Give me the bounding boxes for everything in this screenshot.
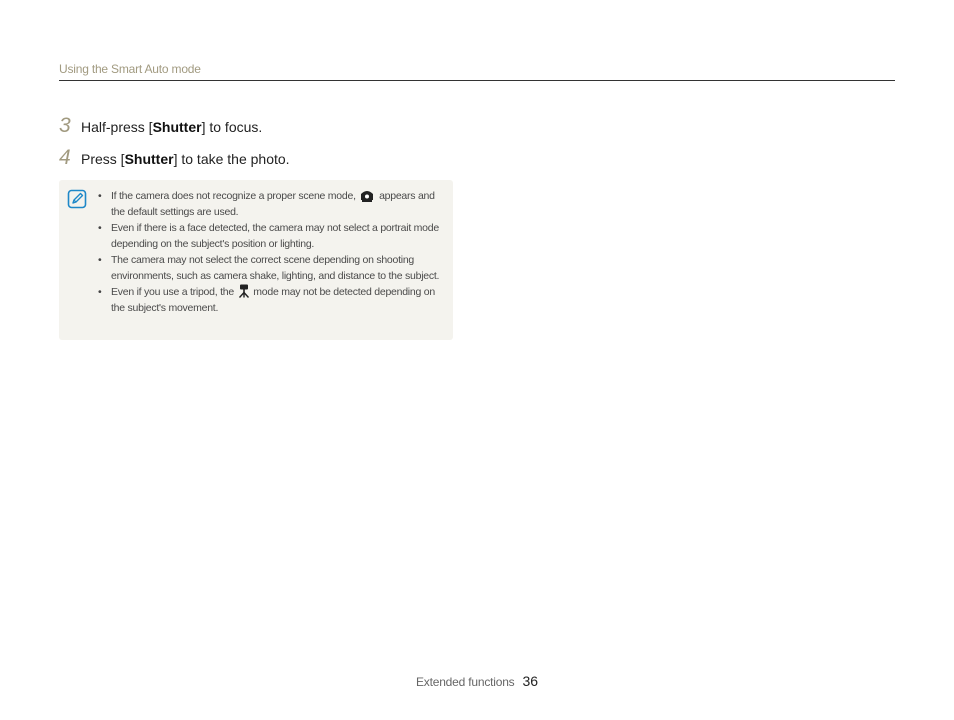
step-text-post: ] to take the photo.	[173, 151, 290, 167]
note-text: Even if there is a face detected, the camera may not select a portrait mode depending on the subject's position or lighting.	[111, 222, 439, 250]
header-divider	[59, 80, 895, 81]
note-item	[97, 188, 447, 220]
note-item	[97, 252, 447, 284]
shutter-key-label: Shutter	[124, 151, 174, 167]
step-4	[59, 146, 290, 170]
note-item	[97, 220, 447, 252]
note-text: The camera may not select the correct scene depending on shooting environments, such as camera shake, lighting, and distance to the subject.	[111, 254, 440, 282]
step-3	[59, 114, 262, 138]
step-text	[81, 151, 290, 167]
note-text: appears and the default settings are used.	[111, 190, 435, 218]
page-footer	[416, 673, 538, 689]
note-pencil-icon	[67, 189, 87, 209]
note-text: mode may not be detected depending on the subject's movement.	[111, 286, 435, 314]
step-text-post: ] to focus.	[201, 119, 263, 135]
page-number: 36	[522, 673, 539, 689]
shutter-key-label: Shutter	[152, 119, 202, 135]
note-item	[97, 284, 447, 316]
step-number: 3	[59, 114, 71, 137]
tripod-mode-icon	[238, 284, 250, 298]
step-text-pre: Press [	[81, 151, 125, 167]
note-text: Even if you use a tripod, the	[111, 286, 234, 298]
note-box	[59, 180, 453, 340]
step-number: 4	[59, 146, 71, 169]
smart-auto-mode-icon	[359, 188, 375, 202]
step-text-pre: Half-press [	[81, 119, 153, 135]
note-list	[97, 188, 447, 316]
section-title: Using the Smart Auto mode	[59, 62, 201, 76]
step-text	[81, 119, 262, 135]
note-text: If the camera does not recognize a proper scene mode,	[111, 190, 356, 202]
footer-section-name: Extended functions	[416, 675, 515, 689]
